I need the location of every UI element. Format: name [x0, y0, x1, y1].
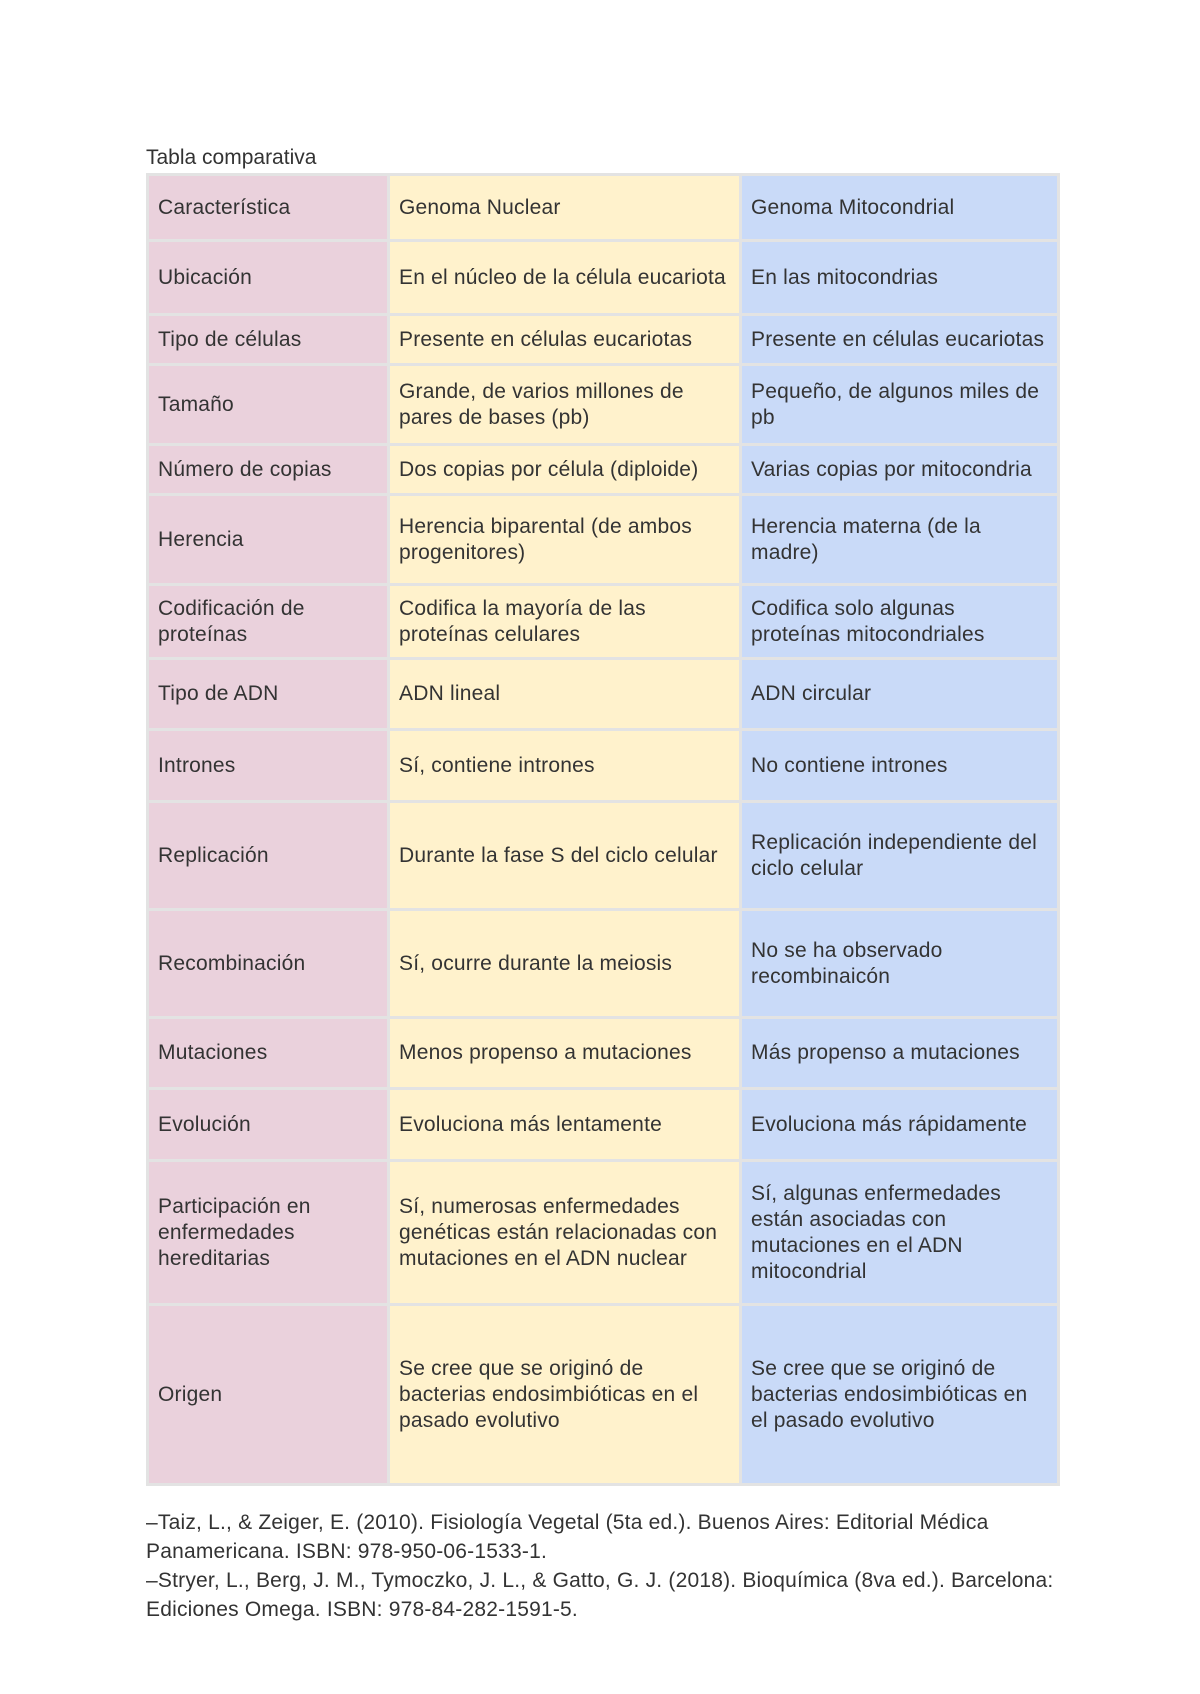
nuclear-cell: Presente en células eucariotas	[389, 315, 741, 365]
table-row	[148, 1305, 1059, 1485]
row-label: Tipo de células	[148, 315, 389, 365]
nuclear-cell: Sí, numerosas enfermedades genéticas están relacionadas con mutaciones en el ADN nuclear	[389, 1161, 741, 1305]
table-row	[148, 1018, 1059, 1089]
row-label: Ubicación	[148, 241, 389, 315]
row-label: Número de copias	[148, 445, 389, 495]
row-label: Codificación de proteínas	[148, 585, 389, 659]
table-row	[148, 910, 1059, 1018]
table-row	[148, 495, 1059, 585]
nuclear-cell: Herencia biparental (de ambos progenitores)	[389, 495, 741, 585]
header-cell-genoma-mitocondrial: Genoma Mitocondrial	[741, 175, 1059, 241]
reference-item: –Stryer, L., Berg, J. M., Tymoczko, J. L., & Gatto, G. J. (2018). Bioquímica (8va ed.). Barcelona: Ediciones Omega. ISBN: 978-84-282-1591-5.	[146, 1569, 1054, 1621]
mitochondrial-cell: No se ha observado recombinaicón	[741, 910, 1059, 1018]
references	[146, 1508, 1076, 1624]
row-label: Herencia	[148, 495, 389, 585]
nuclear-cell: Grande, de varios millones de pares de bases (pb)	[389, 365, 741, 445]
nuclear-cell: ADN lineal	[389, 659, 741, 730]
table-row	[148, 241, 1059, 315]
table-row	[148, 1161, 1059, 1305]
nuclear-cell: Codifica la mayoría de las proteínas celulares	[389, 585, 741, 659]
mitochondrial-cell: Presente en células eucariotas	[741, 315, 1059, 365]
mitochondrial-cell: Herencia materna (de la madre)	[741, 495, 1059, 585]
nuclear-cell: Evoluciona más lentamente	[389, 1089, 741, 1161]
mitochondrial-cell: Pequeño, de algunos miles de pb	[741, 365, 1059, 445]
mitochondrial-cell: Más propenso a mutaciones	[741, 1018, 1059, 1089]
row-label: Origen	[148, 1305, 389, 1485]
mitochondrial-cell: Sí, algunas enfermedades están asociadas con mutaciones en el ADN mitocondrial	[741, 1161, 1059, 1305]
mitochondrial-cell: Evoluciona más rápidamente	[741, 1089, 1059, 1161]
nuclear-cell: Sí, ocurre durante la meiosis	[389, 910, 741, 1018]
row-label: Mutaciones	[148, 1018, 389, 1089]
table-header-row	[148, 175, 1059, 241]
header-cell-genoma-nuclear: Genoma Nuclear	[389, 175, 741, 241]
mitochondrial-cell: No contiene intrones	[741, 730, 1059, 802]
mitochondrial-cell: Replicación independiente del ciclo celular	[741, 802, 1059, 910]
row-label: Recombinación	[148, 910, 389, 1018]
row-label: Tipo de ADN	[148, 659, 389, 730]
row-label: Evolución	[148, 1089, 389, 1161]
table-row	[148, 315, 1059, 365]
table-row	[148, 585, 1059, 659]
table-row	[148, 1089, 1059, 1161]
row-label: Replicación	[148, 802, 389, 910]
mitochondrial-cell: Codifica solo algunas proteínas mitocondriales	[741, 585, 1059, 659]
table-row	[148, 802, 1059, 910]
nuclear-cell: Sí, contiene intrones	[389, 730, 741, 802]
table-row	[148, 730, 1059, 802]
row-label: Tamaño	[148, 365, 389, 445]
nuclear-cell: Se cree que se originó de bacterias endosimbióticas en el pasado evolutivo	[389, 1305, 741, 1485]
mitochondrial-cell: Se cree que se originó de bacterias endosimbióticas en el pasado evolutivo	[741, 1305, 1059, 1485]
table-row	[148, 659, 1059, 730]
nuclear-cell: Durante la fase S del ciclo celular	[389, 802, 741, 910]
comparison-table	[146, 173, 1060, 1486]
nuclear-cell: En el núcleo de la célula eucariota	[389, 241, 741, 315]
reference-item: –Taiz, L., & Zeiger, E. (2010). Fisiología Vegetal (5ta ed.). Buenos Aires: Editorial Médica Panamericana. ISBN: 978-950-06-1533-1.	[146, 1511, 989, 1563]
table-row	[148, 365, 1059, 445]
mitochondrial-cell: Varias copias por mitocondria	[741, 445, 1059, 495]
table-row	[148, 445, 1059, 495]
header-cell-caracteristica: Característica	[148, 175, 389, 241]
table-title: Tabla comparativa	[146, 146, 317, 169]
mitochondrial-cell: ADN circular	[741, 659, 1059, 730]
nuclear-cell: Menos propenso a mutaciones	[389, 1018, 741, 1089]
row-label: Intrones	[148, 730, 389, 802]
nuclear-cell: Dos copias por célula (diploide)	[389, 445, 741, 495]
mitochondrial-cell: En las mitocondrias	[741, 241, 1059, 315]
row-label: Participación en enfermedades hereditarias	[148, 1161, 389, 1305]
